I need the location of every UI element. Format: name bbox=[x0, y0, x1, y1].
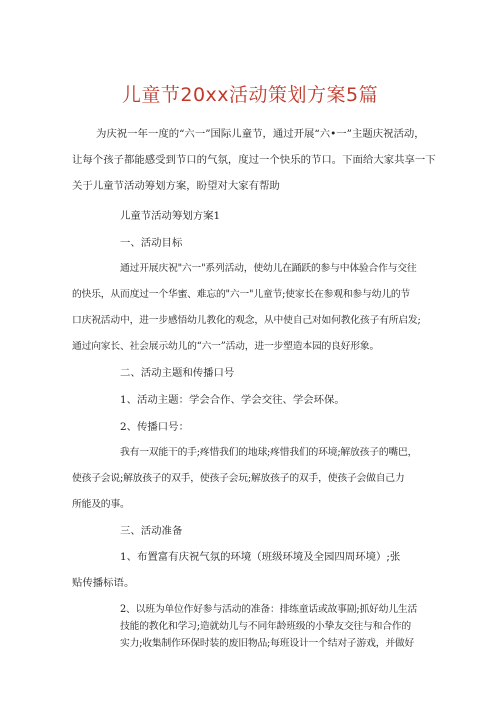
document-title: 儿童节20xx活动策划方案5篇 bbox=[121, 84, 379, 106]
prep-item-1-line-2: 贴传播标语。 bbox=[72, 577, 135, 589]
prep-item-1-line-1: 1、布置富有庆祝气氛的环境（班级环境及全园四周环境）;张 bbox=[120, 551, 401, 563]
prep-item-2-line-1: 2、以班为单位作好参与活动的准备：排练童话或故事剧;抓好幼儿生活 bbox=[120, 604, 418, 615]
intro-line-3: 关于儿童节活动筹划方案，盼望对大家有帮助 bbox=[72, 180, 280, 192]
prep-item-2-line-2: 技能的教化和学习;造就幼儿与不同年龄班级的小挚友交往与和合作的 bbox=[120, 621, 412, 632]
intro-line-2: 让每个孩子都能感受到节口的气氛，度过一个快乐的节口。下面给大家共享一下 bbox=[72, 154, 436, 166]
theme-heading: 二、活动主题和传播口号 bbox=[120, 367, 235, 379]
goal-line-2: 的快乐，从而度过一个华蜜、难忘的"六一"儿童节;使家长在参观和参与幼儿的节 bbox=[72, 289, 411, 300]
goal-line-4: 通过向家长、社会展示幼儿的“六一”活动，进一步塑造本园的良好形象。 bbox=[72, 341, 380, 352]
goal-line-3: 口庆祝活动中，进一步感悟幼儿教化的观念，从中使自己对如何教化孩子有所启发; bbox=[72, 315, 421, 326]
goal-line-1: 通过开展庆祝"六一"系列活动，使幼儿在踊跃的参与中体验合作与交往 bbox=[120, 263, 417, 274]
section-title: 儿童节活动筹划方案1 bbox=[120, 210, 221, 222]
theme-item: 1、活动主题：学会合作、学会交往、学会环保。 bbox=[120, 394, 345, 406]
slogan-line-2: 使孩子会说;解放孩子的双手，使孩子会玩;解放孩子的双手，使孩子会做自己力 bbox=[72, 473, 405, 484]
slogan-item: 2、传播口号： bbox=[120, 421, 189, 433]
prep-item-2-line-3: 实力;收集制作环保时装的废旧物品;每班设计一个结对子游戏，并做好 bbox=[120, 638, 415, 649]
goal-heading: 一、活动目标 bbox=[120, 237, 183, 249]
intro-line-1: 为庆祝一年一度的“六一”国际儿童节，通过开展“六•一”主题庆祝活动， bbox=[96, 128, 425, 140]
prep-heading: 三、活动准备 bbox=[120, 525, 183, 537]
slogan-line-3: 所能及的事。 bbox=[72, 499, 130, 510]
slogan-line-1: 我有一双能干的手;疼惜我们的地球;疼惜我们的环境;解放孩子的嘴巴， bbox=[120, 447, 418, 458]
